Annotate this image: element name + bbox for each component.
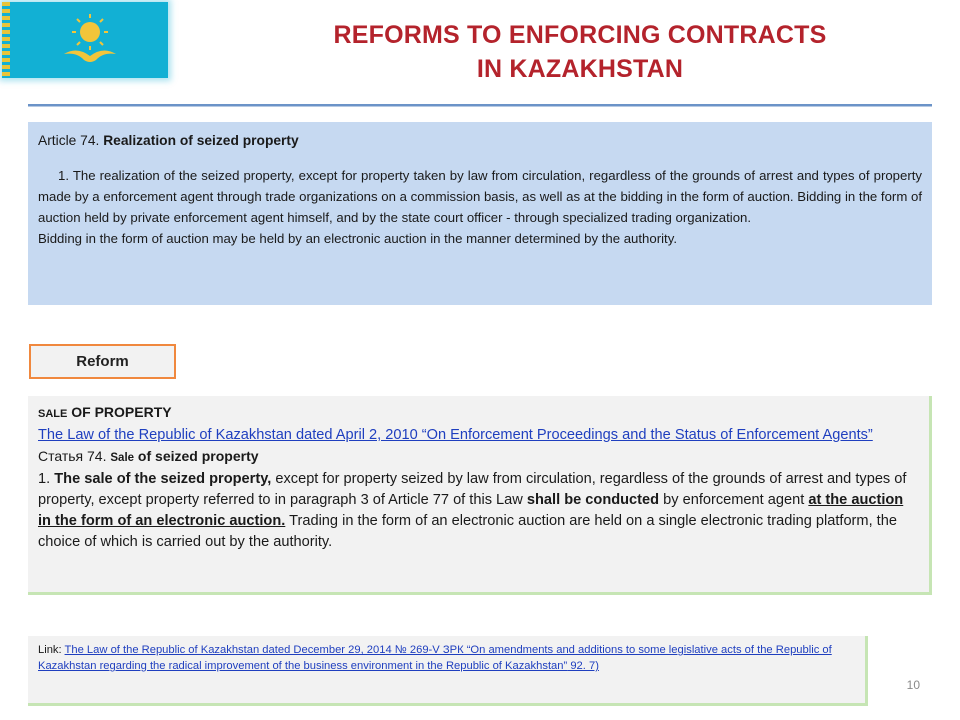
law-2014-link[interactable]: The Law of the Republic of Kazakhstan dated December 29, 2014 № 269-V ЗРК “On amendments and additions to some legislative acts of the Republic of Kazakhstan regarding the radical improvement of the business environment in the Republic of Kazakhstan” <box>38 644 832 672</box>
page-number: 10 <box>906 678 920 692</box>
article-heading <box>38 130 922 151</box>
footer-link-label: Link: <box>38 644 65 656</box>
reform-article-prefix: Статья 74. <box>38 448 111 464</box>
reform-paragraph <box>38 469 919 553</box>
article-title: Realization of seized property <box>103 133 299 148</box>
article-paragraph-1: 1. The realization of the seized property, except for property taken by law from circulation, regardless of the grounds of arrest and types of property made by a enforcement agent through trade organizations on a commission basis, as well as at the bidding in the form of auction. Bidding in the form of auction held by private enforcement agent himself, and by the state court officer - through specialized trading organization. <box>38 168 922 225</box>
kazakhstan-flag <box>2 2 168 78</box>
article-74-box <box>28 122 932 305</box>
reform-tab-label: Reform <box>76 353 129 370</box>
article-prefix: Article 74. <box>38 133 104 148</box>
page-title <box>260 18 900 86</box>
reform-article-heading <box>38 446 919 469</box>
reform-text-4: by enforcement agent <box>659 492 809 508</box>
sale-rest: OF PROPERTY <box>67 404 172 420</box>
footer-link-box <box>28 636 868 706</box>
title-line-1: REFORMS TO ENFORCING CONTRACTS <box>333 21 827 49</box>
reform-article-rest: of seized property <box>134 448 259 464</box>
title-line-2: IN KAZAKHSTAN <box>476 55 684 83</box>
reform-item-num: 1. <box>38 471 55 487</box>
reform-text-6: Trading in the form of an electronic auction are held on a single electronic trading platform, the choice of which is carried out by the authority. <box>38 513 897 550</box>
reform-text-5: at the auction in the form of an electronic auction. <box>38 492 904 529</box>
law-2010-link[interactable]: The Law of the Republic of Kazakhstan dated April 2, 2010 “On Enforcement Proceedings and the Status of Enforcement Agents” <box>38 427 873 443</box>
reform-article-sale: Sale <box>110 452 135 464</box>
law-2014-link-suffix[interactable]: 92. 7) <box>567 660 599 672</box>
reform-text-1: The sale of the seized property, <box>54 471 272 487</box>
sun-eagle-icon <box>2 2 168 78</box>
reform-text-2: except for property seized by law from circulation, regardless of the grounds of arrest and types of property, except property referred to in paragraph 3 of Article 77 of this Law <box>38 471 907 508</box>
sale-heading <box>38 402 919 425</box>
title-divider <box>28 104 932 107</box>
reform-box <box>28 396 932 595</box>
reform-text-3: shall be conducted <box>526 492 660 508</box>
article-paragraph-2: Bidding in the form of auction may be held by an electronic auction in the manner determined by the authority. <box>38 231 677 246</box>
sale-word: SALE <box>38 408 68 420</box>
reform-tab <box>29 344 176 379</box>
